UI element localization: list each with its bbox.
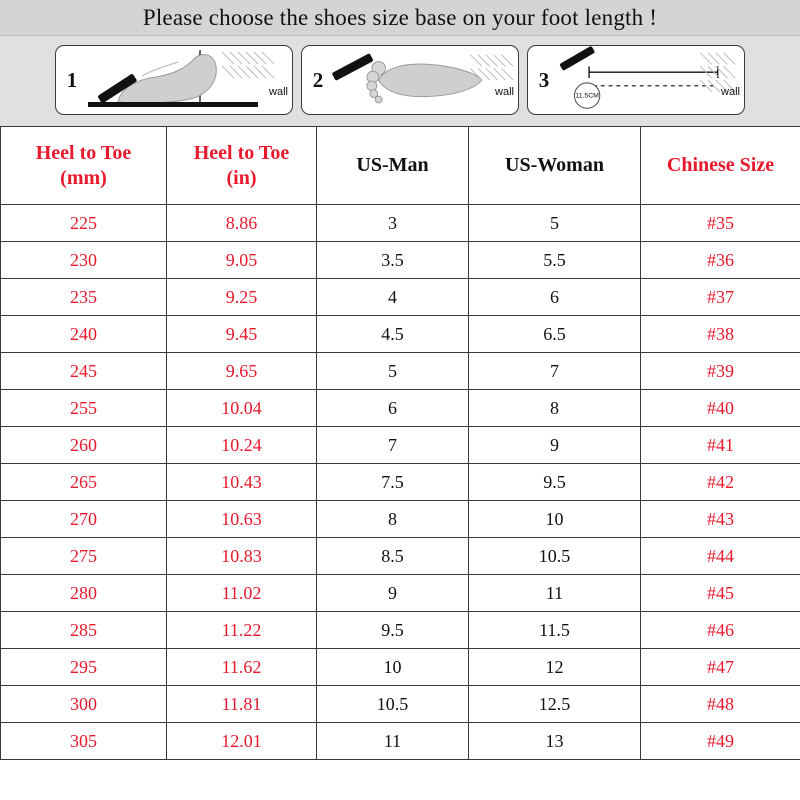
table-row [1,316,800,353]
instruction-step-2 [301,45,519,115]
cell-in: 12.01 [167,723,317,760]
cell-us-woman: 8 [469,390,641,427]
cell-mm: 275 [1,538,167,575]
cell-us-woman: 11 [469,575,641,612]
column-header-heel-to-toe-mm: Heel to Toe (mm) [1,127,167,205]
cell-chinese: #36 [641,242,800,279]
measurement-instructions [0,36,800,126]
table-header-row [1,127,800,205]
cell-mm: 285 [1,612,167,649]
cell-chinese: #39 [641,353,800,390]
cell-us-woman: 9.5 [469,464,641,501]
cell-us-woman: 12.5 [469,686,641,723]
cell-in: 10.63 [167,501,317,538]
table-row [1,649,800,686]
cell-in: 11.02 [167,575,317,612]
table-row [1,538,800,575]
cell-us-man: 11 [317,723,469,760]
table-row [1,279,800,316]
cell-chinese: #40 [641,390,800,427]
step-number: 2 [312,67,324,92]
step-number: 3 [538,67,550,92]
cell-chinese: #43 [641,501,800,538]
cell-us-woman: 5.5 [469,242,641,279]
cell-us-woman: 12 [469,649,641,686]
table-row [1,723,800,760]
cell-in: 9.05 [167,242,317,279]
cell-us-man: 9 [317,575,469,612]
cell-us-man: 9.5 [317,612,469,649]
wall-label: wall [721,86,740,98]
cell-in: 10.43 [167,464,317,501]
cell-us-woman: 10.5 [469,538,641,575]
cell-chinese: #47 [641,649,800,686]
cell-chinese: #49 [641,723,800,760]
cell-chinese: #44 [641,538,800,575]
table-row [1,686,800,723]
cell-us-man: 4 [317,279,469,316]
cell-mm: 255 [1,390,167,427]
cell-mm: 300 [1,686,167,723]
cell-in: 11.62 [167,649,317,686]
cell-mm: 245 [1,353,167,390]
step-number: 1 [66,67,78,92]
cell-us-woman: 5 [469,205,641,242]
table-row [1,242,800,279]
cell-chinese: #45 [641,575,800,612]
size-conversion-table [0,126,800,760]
cell-mm: 260 [1,427,167,464]
cell-mm: 295 [1,649,167,686]
cell-us-woman: 7 [469,353,641,390]
table-row [1,575,800,612]
cell-mm: 240 [1,316,167,353]
foot-top-view-icon [328,46,518,114]
cell-in: 9.65 [167,353,317,390]
table-row [1,464,800,501]
page-header [0,0,800,36]
cell-in: 10.83 [167,538,317,575]
cell-chinese: #48 [641,686,800,723]
cell-in: 8.86 [167,205,317,242]
cell-chinese: #42 [641,464,800,501]
instruction-step-1 [55,45,293,115]
table-body [1,205,800,760]
cell-chinese: #35 [641,205,800,242]
cell-us-man: 7 [317,427,469,464]
cell-chinese: #46 [641,612,800,649]
cell-us-man: 3 [317,205,469,242]
cell-us-woman: 10 [469,501,641,538]
table-row [1,612,800,649]
cell-mm: 270 [1,501,167,538]
cell-chinese: #38 [641,316,800,353]
cell-mm: 265 [1,464,167,501]
cell-in: 10.24 [167,427,317,464]
cell-in: 10.04 [167,390,317,427]
cell-mm: 280 [1,575,167,612]
cell-mm: 305 [1,723,167,760]
column-header-heel-to-toe-in: Heel to Toe (in) [167,127,317,205]
cell-us-man: 3.5 [317,242,469,279]
cell-us-woman: 11.5 [469,612,641,649]
cell-mm: 225 [1,205,167,242]
cell-in: 11.22 [167,612,317,649]
cell-in: 9.45 [167,316,317,353]
table-row [1,205,800,242]
instruction-step-3 [527,45,745,115]
page-title: Please choose the shoes size base on your foot length ! [142,4,658,30]
cell-us-woman: 6 [469,279,641,316]
cell-in: 11.81 [167,686,317,723]
cell-us-man: 10 [317,649,469,686]
wall-label: wall [495,86,514,98]
cell-mm: 235 [1,279,167,316]
cell-us-man: 5 [317,353,469,390]
cell-us-woman: 6.5 [469,316,641,353]
cell-us-man: 8 [317,501,469,538]
wall-label: wall [269,86,288,98]
cell-us-woman: 13 [469,723,641,760]
cell-mm: 230 [1,242,167,279]
cell-us-man: 4.5 [317,316,469,353]
cell-in: 9.25 [167,279,317,316]
measure-ruler-icon [554,46,744,114]
table-row [1,427,800,464]
column-header-us-woman: US-Woman [469,127,641,205]
table-row [1,501,800,538]
cell-us-man: 10.5 [317,686,469,723]
table-row [1,353,800,390]
foot-side-view-icon [82,46,292,114]
column-header-chinese-size: Chinese Size [641,127,800,205]
column-header-us-man: US-Man [317,127,469,205]
cell-chinese: #37 [641,279,800,316]
table-row [1,390,800,427]
cell-chinese: #41 [641,427,800,464]
cell-us-man: 8.5 [317,538,469,575]
cell-us-man: 6 [317,390,469,427]
cell-us-man: 7.5 [317,464,469,501]
measure-value-label: 11.5CM [575,92,599,100]
cell-us-woman: 9 [469,427,641,464]
